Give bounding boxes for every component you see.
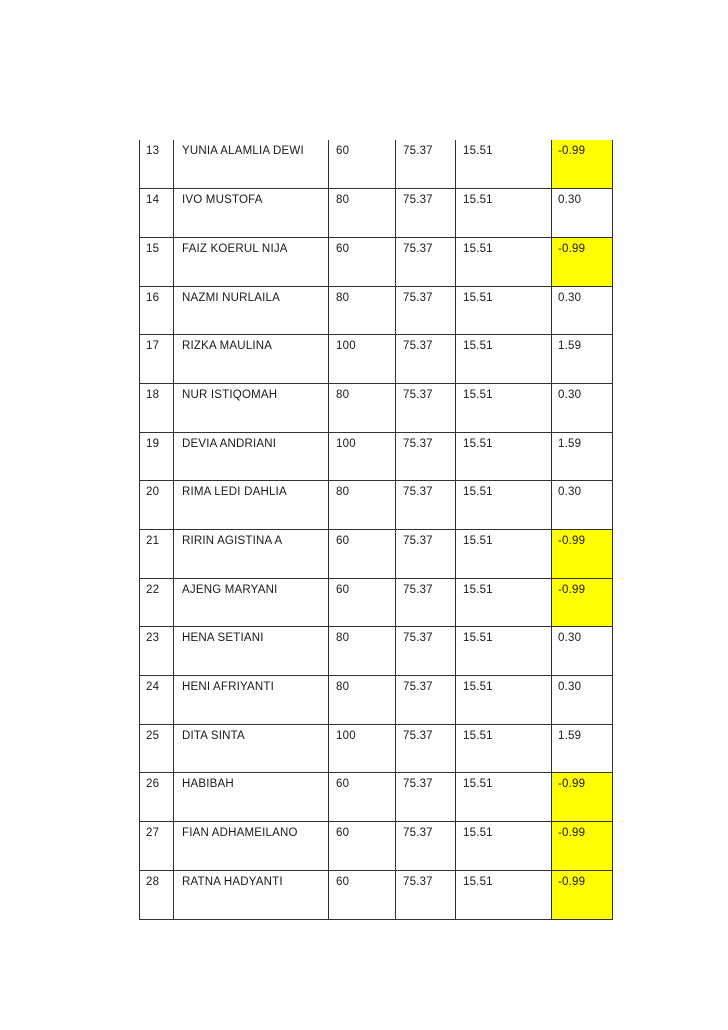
score-cell: 60: [329, 870, 396, 919]
mean-cell: 75.37: [396, 822, 456, 871]
student-name-cell: FIAN ADHAMEILANO: [174, 822, 329, 871]
table-row: [140, 530, 613, 579]
std-dev-cell: 15.51: [456, 773, 552, 822]
row-number-cell: 18: [140, 383, 174, 432]
table-row: [140, 286, 613, 335]
z-score-cell: 0.30: [552, 481, 613, 530]
score-cell: 60: [329, 773, 396, 822]
score-cell: 80: [329, 286, 396, 335]
student-name-cell: DITA SINTA: [174, 724, 329, 773]
mean-cell: 75.37: [396, 627, 456, 676]
student-name-cell: HENA SETIANI: [174, 627, 329, 676]
score-cell: 60: [329, 822, 396, 871]
table-row: [140, 189, 613, 238]
std-dev-cell: 15.51: [456, 530, 552, 579]
z-score-cell: -0.99: [552, 237, 613, 286]
score-cell: 100: [329, 335, 396, 384]
table-row: [140, 676, 613, 725]
score-cell: 60: [329, 530, 396, 579]
z-score-cell: 1.59: [552, 724, 613, 773]
std-dev-cell: 15.51: [456, 189, 552, 238]
mean-cell: 75.37: [396, 530, 456, 579]
score-table: [139, 140, 613, 920]
score-cell: 100: [329, 724, 396, 773]
z-score-cell: -0.99: [552, 870, 613, 919]
row-number-cell: 23: [140, 627, 174, 676]
student-name-cell: HABIBAH: [174, 773, 329, 822]
z-score-cell: 0.30: [552, 676, 613, 725]
z-score-cell: 0.30: [552, 383, 613, 432]
std-dev-cell: 15.51: [456, 237, 552, 286]
row-number-cell: 21: [140, 530, 174, 579]
student-name-cell: NAZMI NURLAILA: [174, 286, 329, 335]
student-name-cell: NUR ISTIQOMAH: [174, 383, 329, 432]
std-dev-cell: 15.51: [456, 578, 552, 627]
student-name-cell: RIRIN AGISTINA A: [174, 530, 329, 579]
mean-cell: 75.37: [396, 773, 456, 822]
score-cell: 100: [329, 432, 396, 481]
score-cell: 80: [329, 676, 396, 725]
row-number-cell: 22: [140, 578, 174, 627]
table-row: [140, 481, 613, 530]
row-number-cell: 14: [140, 189, 174, 238]
student-name-cell: RIZKA MAULINA: [174, 335, 329, 384]
mean-cell: 75.37: [396, 140, 456, 189]
std-dev-cell: 15.51: [456, 724, 552, 773]
std-dev-cell: 15.51: [456, 383, 552, 432]
student-name-cell: RATNA HADYANTI: [174, 870, 329, 919]
mean-cell: 75.37: [396, 335, 456, 384]
mean-cell: 75.37: [396, 676, 456, 725]
mean-cell: 75.37: [396, 286, 456, 335]
std-dev-cell: 15.51: [456, 335, 552, 384]
table-row: [140, 237, 613, 286]
student-name-cell: IVO MUSTOFA: [174, 189, 329, 238]
score-cell: 60: [329, 237, 396, 286]
score-cell: 60: [329, 140, 396, 189]
student-name-cell: FAIZ KOERUL NIJA: [174, 237, 329, 286]
z-score-cell: -0.99: [552, 822, 613, 871]
table-body: [140, 140, 613, 919]
std-dev-cell: 15.51: [456, 627, 552, 676]
std-dev-cell: 15.51: [456, 432, 552, 481]
row-number-cell: 27: [140, 822, 174, 871]
mean-cell: 75.37: [396, 432, 456, 481]
z-score-cell: 1.59: [552, 432, 613, 481]
table-row: [140, 773, 613, 822]
row-number-cell: 25: [140, 724, 174, 773]
score-cell: 80: [329, 383, 396, 432]
row-number-cell: 19: [140, 432, 174, 481]
z-score-cell: 0.30: [552, 627, 613, 676]
row-number-cell: 13: [140, 140, 174, 189]
table-row: [140, 432, 613, 481]
score-cell: 80: [329, 627, 396, 676]
table-row: [140, 383, 613, 432]
table-row: [140, 870, 613, 919]
std-dev-cell: 15.51: [456, 676, 552, 725]
std-dev-cell: 15.51: [456, 870, 552, 919]
z-score-cell: -0.99: [552, 530, 613, 579]
row-number-cell: 17: [140, 335, 174, 384]
std-dev-cell: 15.51: [456, 140, 552, 189]
row-number-cell: 20: [140, 481, 174, 530]
score-cell: 80: [329, 189, 396, 238]
z-score-cell: -0.99: [552, 140, 613, 189]
mean-cell: 75.37: [396, 870, 456, 919]
table-row: [140, 627, 613, 676]
table-row: [140, 140, 613, 189]
row-number-cell: 15: [140, 237, 174, 286]
score-cell: 80: [329, 481, 396, 530]
z-score-cell: -0.99: [552, 773, 613, 822]
mean-cell: 75.37: [396, 481, 456, 530]
mean-cell: 75.37: [396, 383, 456, 432]
row-number-cell: 16: [140, 286, 174, 335]
row-number-cell: 26: [140, 773, 174, 822]
std-dev-cell: 15.51: [456, 822, 552, 871]
mean-cell: 75.37: [396, 189, 456, 238]
student-name-cell: DEVIA ANDRIANI: [174, 432, 329, 481]
student-name-cell: AJENG MARYANI: [174, 578, 329, 627]
std-dev-cell: 15.51: [456, 481, 552, 530]
row-number-cell: 28: [140, 870, 174, 919]
table-row: [140, 578, 613, 627]
z-score-cell: 0.30: [552, 286, 613, 335]
table-row: [140, 822, 613, 871]
score-cell: 60: [329, 578, 396, 627]
z-score-cell: -0.99: [552, 578, 613, 627]
std-dev-cell: 15.51: [456, 286, 552, 335]
student-name-cell: RIMA LEDI DAHLIA: [174, 481, 329, 530]
student-name-cell: HENI AFRIYANTI: [174, 676, 329, 725]
z-score-cell: 1.59: [552, 335, 613, 384]
mean-cell: 75.37: [396, 237, 456, 286]
mean-cell: 75.37: [396, 578, 456, 627]
student-name-cell: YUNIA ALAMLIA DEWI: [174, 140, 329, 189]
row-number-cell: 24: [140, 676, 174, 725]
mean-cell: 75.37: [396, 724, 456, 773]
table-row: [140, 335, 613, 384]
table-row: [140, 724, 613, 773]
z-score-cell: 0.30: [552, 189, 613, 238]
